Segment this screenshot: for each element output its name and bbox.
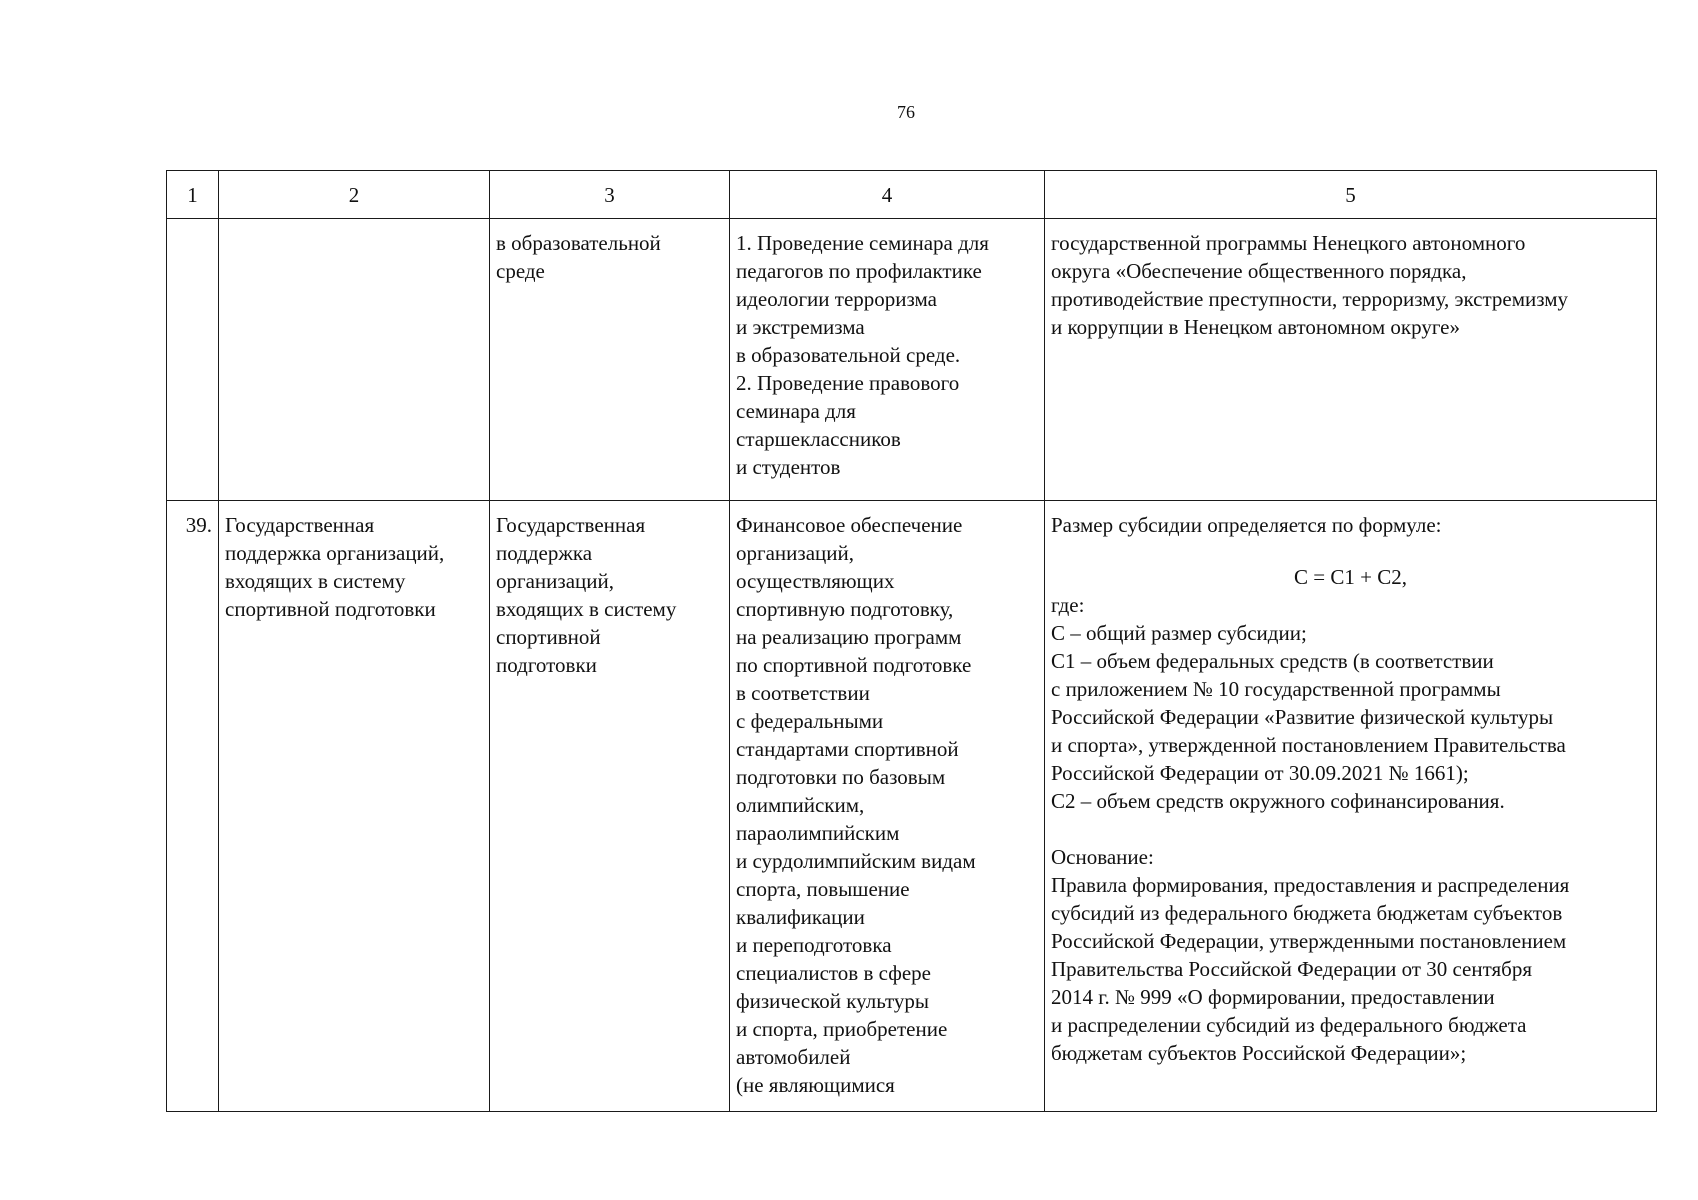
subsidy-name-cell <box>490 501 730 1112</box>
subsidy-name-cell <box>490 219 730 501</box>
formula-definitions <box>1051 591 1650 815</box>
table-header-row <box>167 171 1657 219</box>
basis-cell <box>1045 219 1657 501</box>
text-line: государственной программы Ненецкого автономного <box>1051 231 1526 255</box>
text-line: спортивной <box>496 625 601 649</box>
text-line: противодействие преступности, терроризму, экстремизму <box>1051 287 1569 311</box>
cell-lines <box>1051 229 1650 341</box>
measure-name-cell <box>219 219 490 501</box>
text-line: стандартами спортивной <box>736 737 959 761</box>
text-line: и переподготовка <box>736 933 892 957</box>
text-line: спортивную подготовку, <box>736 597 954 621</box>
page-number: 76 <box>897 102 915 122</box>
basis-text <box>1051 843 1650 1067</box>
text-line: с приложением № 10 государственной программы <box>1051 677 1501 701</box>
text-line: и распределении субсидий из федерального бюджета <box>1051 1013 1527 1037</box>
text-line: организаций, <box>736 541 854 565</box>
text-line: Правительства Российской Федерации от 30 сентября <box>1051 957 1533 981</box>
text-line: осуществляющих <box>736 569 895 593</box>
text-line: и сурдолимпийским видам <box>736 849 976 873</box>
text-line: округа «Обеспечение общественного порядка, <box>1051 259 1467 283</box>
text-line: Финансовое обеспечение <box>736 513 963 537</box>
text-line: и спорта», утвержденной постановлением Правительства <box>1051 733 1566 757</box>
basis-cell <box>1045 501 1657 1112</box>
text-line: физической культуры <box>736 989 929 1013</box>
text-line: Российской Федерации от 30.09.2021 № 1661); <box>1051 761 1469 785</box>
formula-intro: Размер субсидии определяется по формуле: <box>1051 513 1442 537</box>
text-line: спорта, повышение <box>736 877 910 901</box>
header-cell-3: 3 <box>490 171 730 219</box>
row-number-cell: 39. <box>167 501 219 1112</box>
header-cell-4: 4 <box>730 171 1045 219</box>
text-line: среде <box>496 259 545 283</box>
row-number-cell <box>167 219 219 501</box>
text-line: входящих в систему <box>225 569 406 593</box>
text-line: семинара для <box>736 399 856 423</box>
text-line: специалистов в сфере <box>736 961 931 985</box>
text-line: на реализацию программ <box>736 625 962 649</box>
text-line: С2 – объем средств окружного софинансирования. <box>1051 789 1505 813</box>
activities-cell <box>730 501 1045 1112</box>
text-line: с федеральными <box>736 709 884 733</box>
table-row <box>167 501 1657 1112</box>
activities-cell <box>730 219 1045 501</box>
cell-lines <box>736 511 1038 1099</box>
text-line: и студентов <box>736 455 841 479</box>
text-line: педагогов по профилактике <box>736 259 982 283</box>
text-line: олимпийским, <box>736 793 865 817</box>
text-line: поддержка <box>496 541 593 565</box>
text-line: старшеклассников <box>736 427 901 451</box>
text-line: параолимпийским <box>736 821 900 845</box>
text-line: Правила формирования, предоставления и распределения <box>1051 873 1570 897</box>
text-line: 2014 г. № 999 «О формировании, предоставлении <box>1051 985 1495 1009</box>
text-line: и коррупции в Ненецком автономном округе» <box>1051 315 1460 339</box>
text-line: подготовки по базовым <box>736 765 946 789</box>
header-cell-1: 1 <box>167 171 219 219</box>
cell-lines <box>496 229 723 285</box>
text-line: где: <box>1051 593 1085 617</box>
text-line: и экстремизма <box>736 315 865 339</box>
text-line: Российской Федерации, утвержденными постановлением <box>1051 929 1567 953</box>
header-cell-2: 2 <box>219 171 490 219</box>
text-line: в соответствии <box>736 681 870 705</box>
table-row <box>167 219 1657 501</box>
text-line: поддержка организаций, <box>225 541 445 565</box>
text-line: входящих в систему <box>496 597 677 621</box>
text-line: спортивной подготовки <box>225 597 436 621</box>
text-line: С – общий размер субсидии; <box>1051 621 1307 645</box>
text-line: по спортивной подготовке <box>736 653 972 677</box>
text-line: организаций, <box>496 569 614 593</box>
text-line: Российской Федерации «Развитие физической культуры <box>1051 705 1554 729</box>
text-line: автомобилей <box>736 1045 851 1069</box>
text-line: 1. Проведение семинара для <box>736 231 989 255</box>
text-line: идеологии терроризма <box>736 287 937 311</box>
text-line: квалификации <box>736 905 865 929</box>
text-line: субсидий из федерального бюджета бюджетам субъектов <box>1051 901 1563 925</box>
formula: С = С1 + С2, <box>1294 565 1407 589</box>
cell-lines <box>225 511 483 623</box>
cell-lines <box>496 511 723 679</box>
text-line: С1 – объем федеральных средств (в соответствии <box>1051 649 1494 673</box>
text-line: Государственная <box>496 513 646 537</box>
text-line: Государственная <box>225 513 375 537</box>
text-line: (не являющимися <box>736 1073 895 1097</box>
header-cell-5: 5 <box>1045 171 1657 219</box>
text-line: Основание: <box>1051 845 1154 869</box>
document-table <box>166 170 1657 1112</box>
text-line: подготовки <box>496 653 597 677</box>
text-line: 2. Проведение правового <box>736 371 960 395</box>
spacer <box>1051 815 1650 843</box>
measure-name-cell <box>219 501 490 1112</box>
text-line: в образовательной среде. <box>736 343 961 367</box>
text-line: бюджетам субъектов Российской Федерации»; <box>1051 1041 1467 1065</box>
text-line: в образовательной <box>496 231 661 255</box>
cell-lines <box>736 229 1038 481</box>
text-line: и спорта, приобретение <box>736 1017 948 1041</box>
